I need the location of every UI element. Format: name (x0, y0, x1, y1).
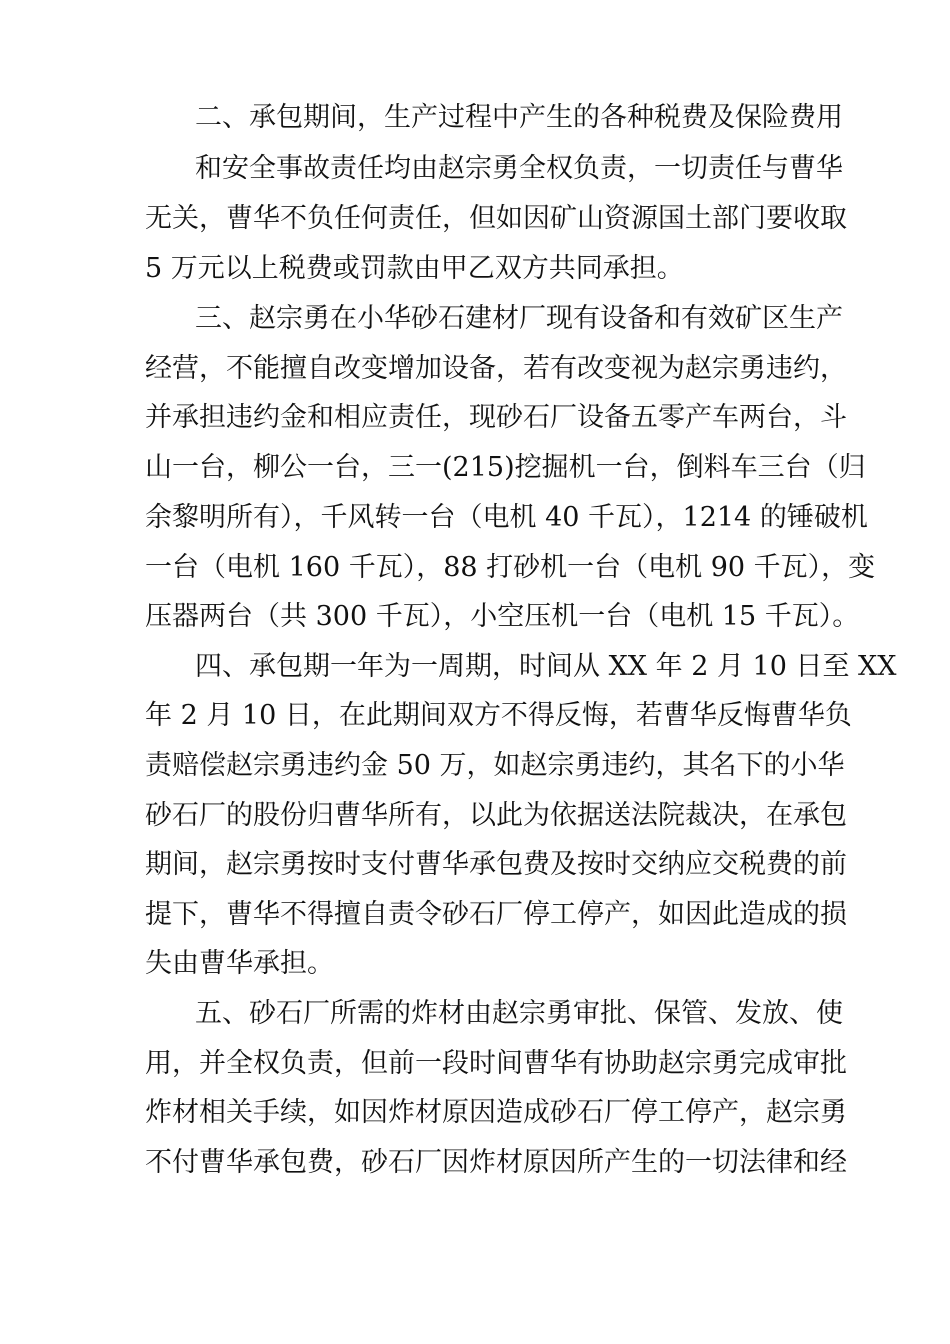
paragraph-4-line-6: 提下，曹华不得擅自责令砂石厂停工停产，如因此造成的损 (145, 899, 847, 930)
paragraph-4-line-1: 四、承包期一年为一周期，时间从 XX 年 2 月 10 日至 XX (195, 651, 897, 682)
paragraph-4-line-2: 年 2 月 10 日，在此期间双方不得反悔，若曹华反悔曹华负 (145, 700, 852, 731)
paragraph-3-line-6: 一台（电机 160 千瓦），88 打砂机一台（电机 90 千瓦），变 (145, 552, 876, 583)
paragraph-4-line-3: 责赔偿赵宗勇违约金 50 万，如赵宗勇违约，其名下的小华 (145, 750, 845, 781)
paragraph-3-line-2: 经营，不能擅自改变增加设备，若有改变视为赵宗勇违约， (145, 353, 847, 384)
paragraph-3-line-5: 余黎明所有），千风转一台（电机 40 千瓦），1214 的锤破机 (145, 502, 868, 533)
paragraph-5-line-1: 五、砂石厂所需的炸材由赵宗勇审批、保管、发放、使 (195, 998, 843, 1029)
paragraph-4-line-4: 砂石厂的股份归曹华所有，以此为依据送法院裁决，在承包 (145, 800, 847, 831)
paragraph-4-line-5: 期间，赵宗勇按时支付曹华承包费及按时交纳应交税费的前 (145, 849, 847, 880)
paragraph-3-line-4: 山一台，柳公一台，三一(215)挖掘机一台，倒料车三台（归 (145, 452, 866, 483)
paragraph-5-line-3: 炸材相关手续，如因炸材原因造成砂石厂停工停产，赵宗勇 (145, 1097, 847, 1128)
paragraph-5-line-4: 不付曹华承包费，砂石厂因炸材原因所产生的一切法律和经 (145, 1147, 847, 1178)
paragraph-2-line-1: 二、承包期间，生产过程中产生的各种税费及保险费用 (195, 102, 843, 133)
paragraph-3-line-3: 并承担违约金和相应责任，现砂石厂设备五零产车两台，斗 (145, 402, 847, 433)
paragraph-2-line-2: 和安全事故责任均由赵宗勇全权负责，一切责任与曹华 (195, 153, 843, 184)
paragraph-4-line-7: 失由曹华承担。 (145, 948, 334, 979)
paragraph-2-line-3: 无关，曹华不负任何责任，但如因矿山资源国土部门要收取 (145, 203, 847, 234)
paragraph-5-line-2: 用，并全权负责，但前一段时间曹华有协助赵宗勇完成审批 (145, 1048, 847, 1079)
paragraph-3-line-7: 压器两台（共 300 千瓦），小空压机一台（电机 15 千瓦）。 (145, 601, 860, 632)
paragraph-3-line-1: 三、赵宗勇在小华砂石建材厂现有设备和有效矿区生产 (195, 303, 843, 334)
paragraph-2-line-4: 5 万元以上税费或罚款由甲乙双方共同承担。 (145, 253, 684, 284)
